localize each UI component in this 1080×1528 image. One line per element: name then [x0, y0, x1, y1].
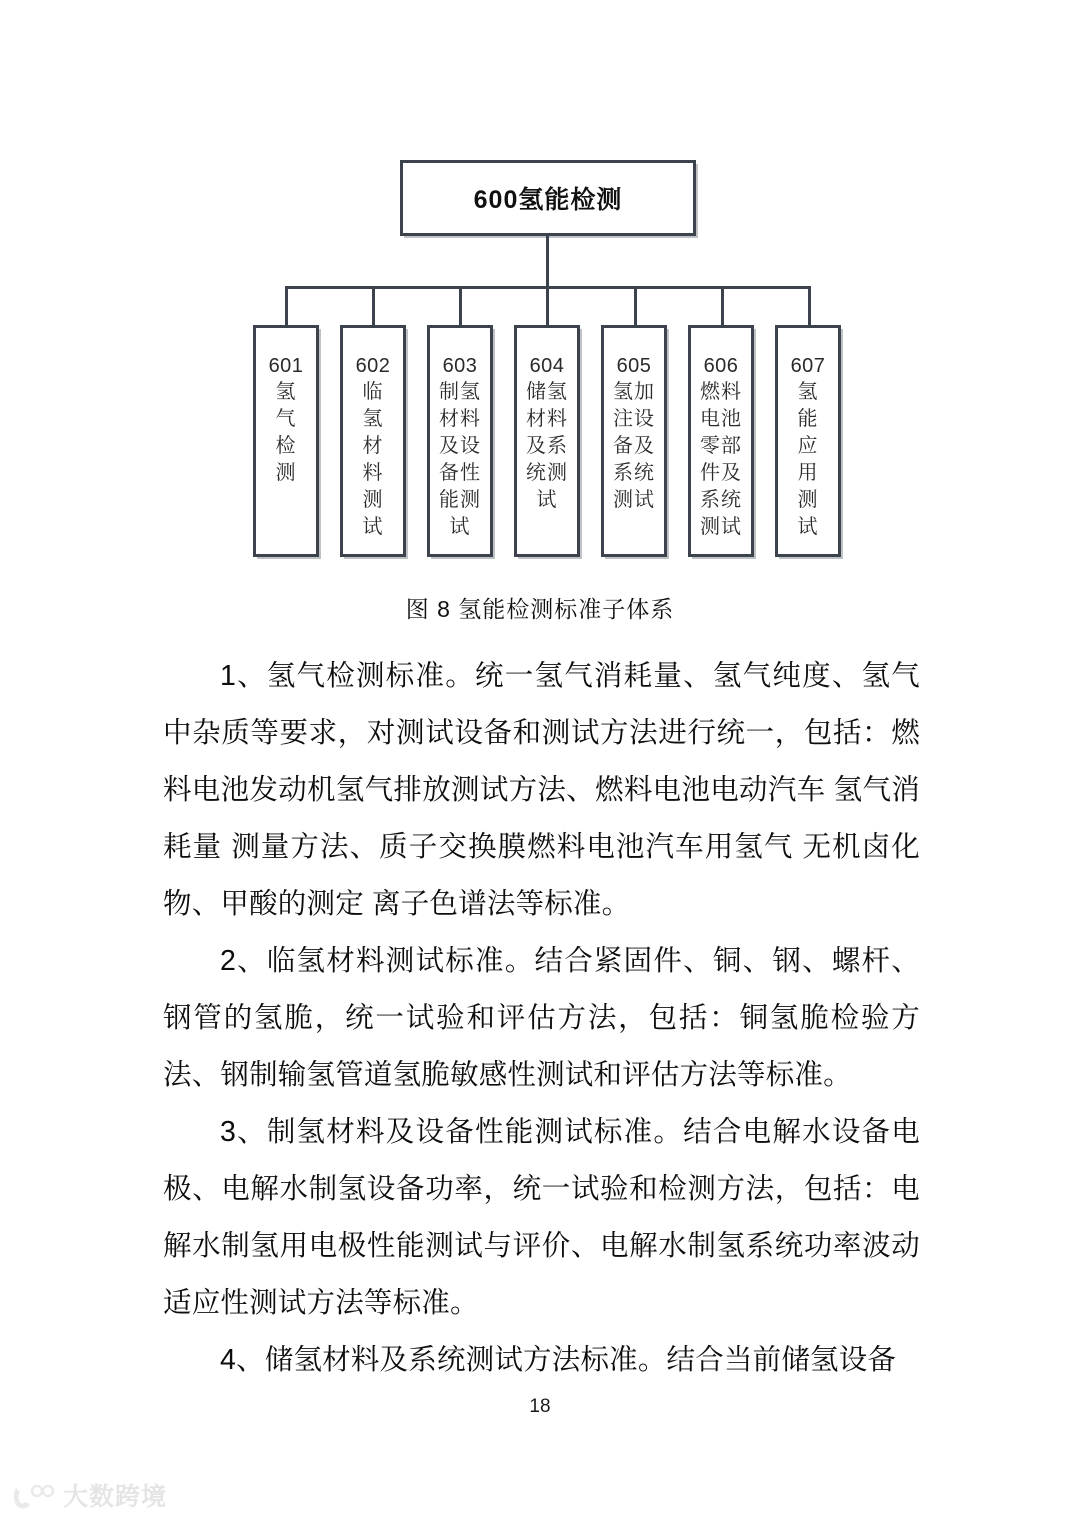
page-number: 18 [529, 1396, 551, 1417]
figure-org-chart [0, 0, 1080, 580]
org-node-601-label: 氢气检测 [275, 381, 297, 484]
org-root-label: 600氢能检测 [473, 186, 623, 214]
org-node-604-code: 604 [529, 355, 565, 377]
watermark-logo-icon [12, 1482, 56, 1512]
org-node-607 [775, 325, 841, 557]
paragraph-1: 1、氢气检测标准。统一氢气消耗量、氢气纯度、氢气中杂质等要求，对测试设备和测试方法进行统一，包括：燃料电池发动机氢气排放测试方法、燃料电池电动汽车 氢气消耗量 测量方法、质子交换膜燃料电池汽车用氢气 无机卤化物、甲酸的测定 离子色谱法等标准。 [163, 660, 920, 920]
org-root-node [400, 160, 696, 236]
org-node-603-label: 制氢材料及设备性能测试 [439, 381, 481, 538]
org-node-602 [340, 325, 406, 557]
org-node-606-label: 燃料电池零部件及系统测试 [700, 381, 742, 538]
org-node-604 [514, 325, 580, 557]
org-node-602-label: 临氢材料测试 [362, 381, 384, 538]
watermark [12, 1482, 167, 1512]
connector-drop-604 [546, 286, 549, 327]
connector-drop-601 [285, 286, 288, 327]
paragraph-3: 3、制氢材料及设备性能测试标准。结合电解水设备电极、电解水制氢设备功率，统一试验和检测方法，包括：电解水制氢用电极性能测试与评价、电解水制氢系统功率波动适应性测试方法等标准。 [163, 1116, 920, 1319]
paragraph-2: 2、临氢材料测试标准。结合紧固件、铜、钢、螺杆、钢管的氢脆，统一试验和评估方法，包括：铜氢脆检验方法、钢制输氢管道氢脆敏感性测试和评估方法等标准。 [163, 945, 920, 1091]
figure-caption: 图 8 氢能检测标准子体系 [405, 596, 675, 622]
connector-drop-603 [459, 286, 462, 327]
org-node-605-label: 氢加注设备及系统测试 [613, 381, 655, 511]
connector-root-stem [546, 236, 549, 286]
org-node-607-label: 氢能应用测试 [797, 381, 819, 538]
org-node-605 [601, 325, 667, 557]
org-node-606 [688, 325, 754, 557]
org-node-601-code: 601 [268, 355, 304, 377]
org-node-603 [427, 325, 493, 557]
org-node-606-code: 606 [703, 355, 739, 377]
org-node-604-label: 储氢材料及系统测试 [526, 381, 568, 511]
paragraph-4: 4、储氢材料及系统测试方法标准。结合当前储氢设备 [220, 1344, 897, 1376]
org-node-602-code: 602 [355, 355, 391, 377]
org-node-607-code: 607 [790, 355, 826, 377]
org-node-601 [253, 325, 319, 557]
watermark-text: 大数跨境 [63, 1483, 168, 1511]
connector-drop-605 [634, 286, 637, 327]
connector-drop-607 [808, 286, 811, 327]
connector-drop-606 [721, 286, 724, 327]
org-node-605-code: 605 [616, 355, 652, 377]
org-node-603-code: 603 [442, 355, 478, 377]
connector-drop-602 [372, 286, 375, 327]
document-body [163, 648, 920, 1389]
